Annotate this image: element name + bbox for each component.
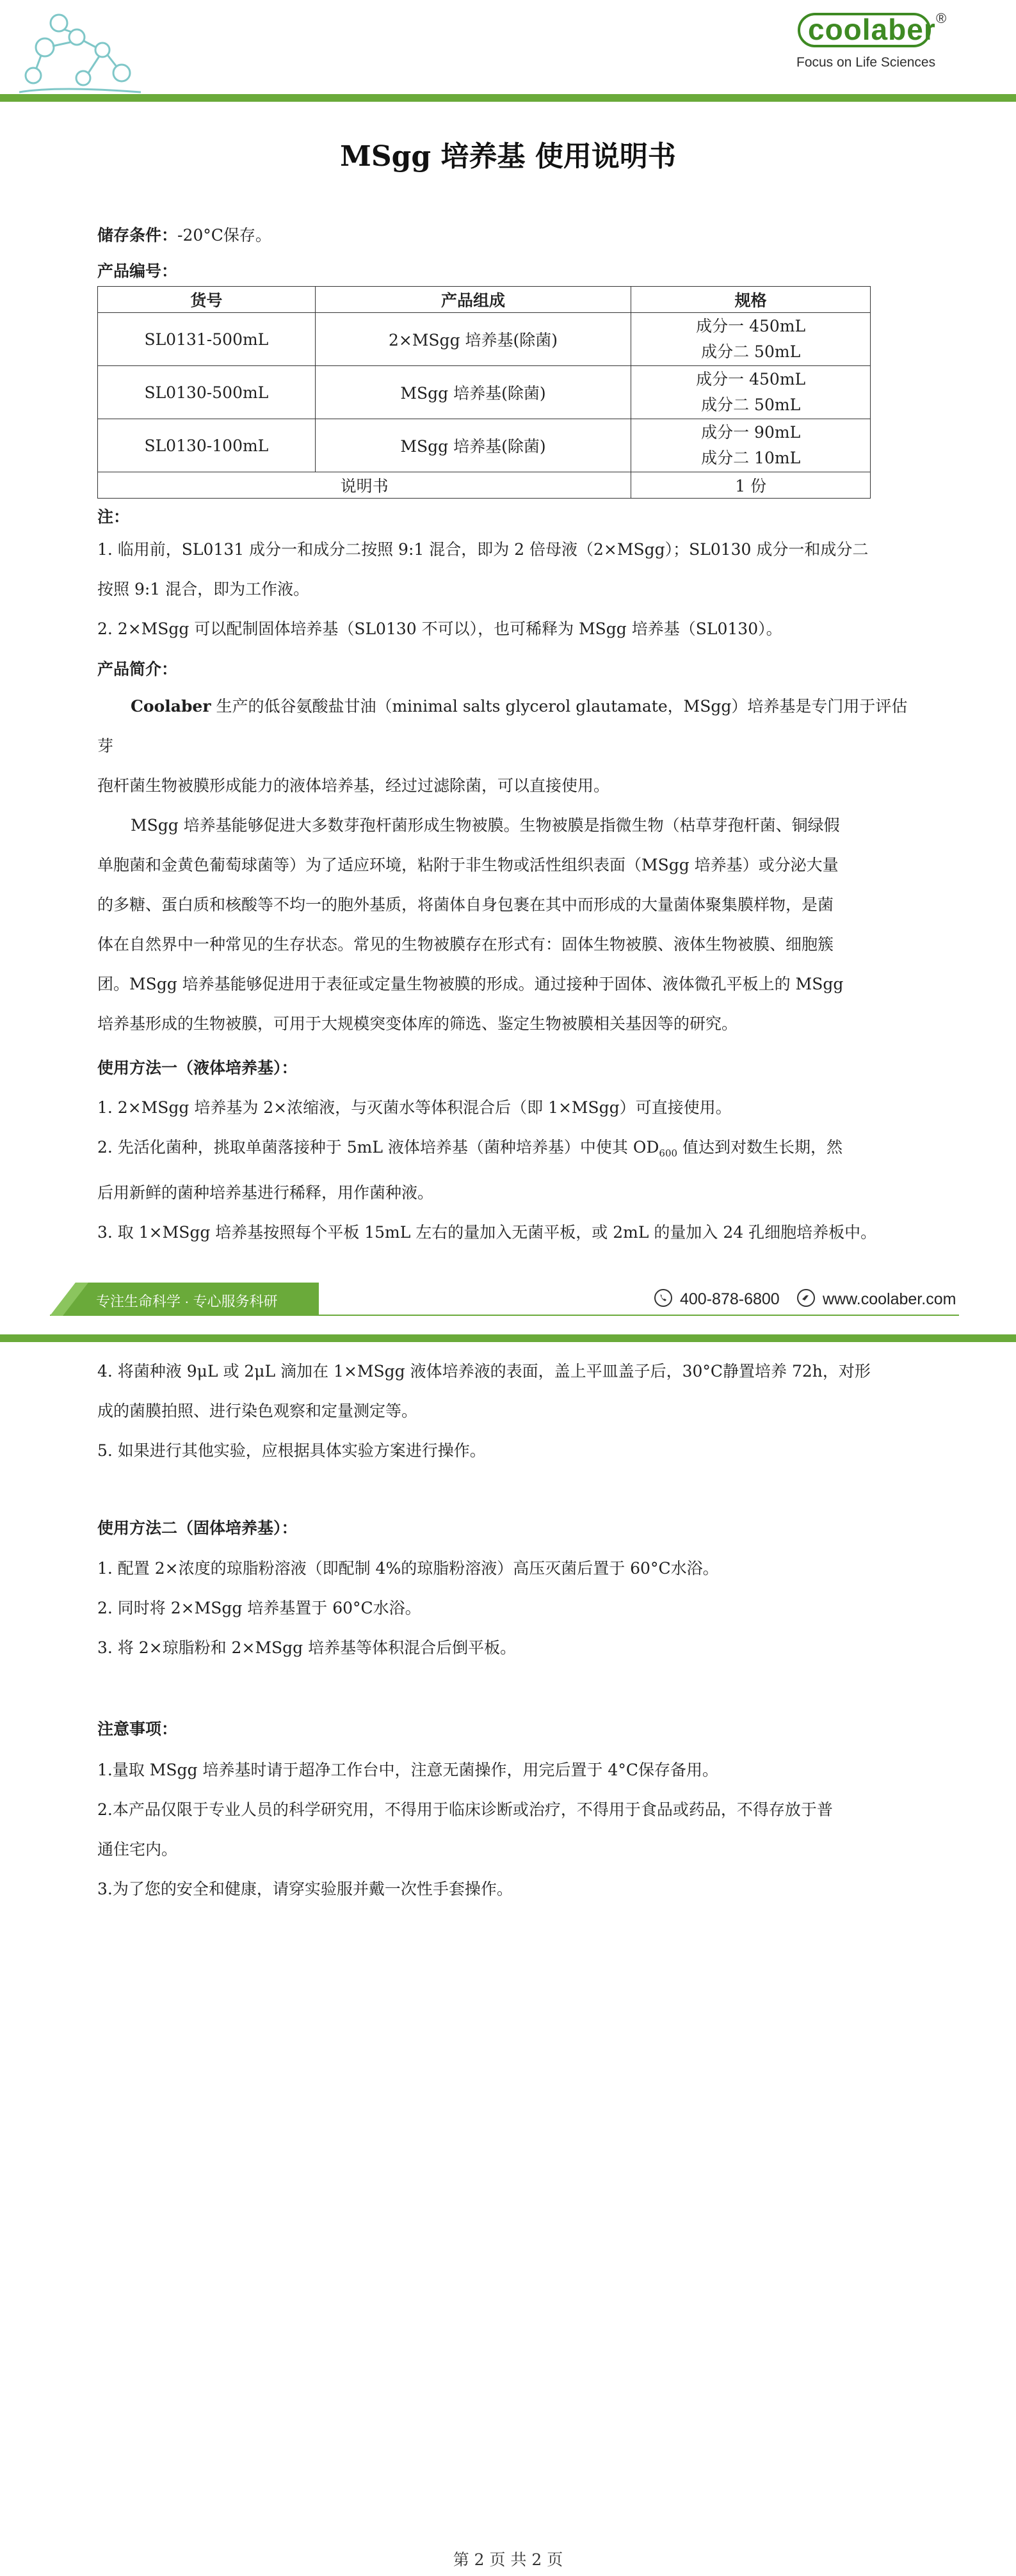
intro-paragraph-line: 团。MSgg 培养基能够促进用于表征或定量生物被膜的形成。通过接种于固体、液体微孔平板上的 MSgg [97,975,844,993]
intro-paragraph-line: 培养基形成的生物被膜，可用于大规模突变体库的筛选、鉴定生物被膜相关基因等的研究。 [97,1014,738,1033]
spec-table [97,286,871,499]
spec-line: 成分一 450mL [696,317,806,335]
method2-step: 2. 同时将 2×MSgg 培养基置于 60°C水浴。 [97,1599,421,1617]
table-row [98,419,871,472]
table-header: 规格 [631,287,871,313]
table-cell-spec [631,313,871,366]
method1-step [97,1128,923,1173]
logo-tagline: Focus on Life Sciences [796,55,936,70]
spec-line: 成分二 10mL [701,449,801,467]
spec-line: 成分一 450mL [696,370,806,388]
table-cell-composition: MSgg 培养基(除菌) [315,366,631,419]
od-subscript: 600 [659,1148,678,1159]
table-cell-spec [631,419,871,472]
intro-text [97,687,923,1044]
method1-step: 3. 取 1×MSgg 培养基按照每个平板 15mL 左右的量加入无菌平板，或 2mL 的量加入 24 孔细胞培养板中。 [97,1223,877,1242]
storage-label: 储存条件： [97,226,178,244]
footer-phone: 400-878-6800 [680,1290,780,1308]
registered-mark: ® [936,10,947,26]
method1-step: 4. 将菌种液 9μL 或 2μL 滴加在 1×MSgg 液体培养液的表面，盖上平皿盖子后，30°C静置培养 72h，对形 [97,1362,871,1380]
header-bar [0,94,1016,102]
caution-item: 2.本产品仅限于专业人员的科学研究用，不得用于临床诊断或治疗，不得用于食品或药品，不得存放于普 [97,1800,833,1819]
method1-steps [97,1088,923,1252]
cautions-label: 注意事项： [97,1720,178,1738]
intro-paragraph-line [97,687,923,766]
caution-item: 通住宅内。 [97,1840,178,1859]
spec-line: 成分一 90mL [701,423,801,442]
intro-text-span: 生产的低谷氨酸盐甘油（minimal salts glycerol glautamate，MSgg）培养基是专门用于评估芽 [97,697,908,755]
method2-label: 使用方法二（固体培养基）： [97,1519,298,1537]
method2-step: 1. 配置 2×浓度的琼脂粉溶液（即配制 4%的琼脂粉溶液）高压灭菌后置于 60°C水浴。 [97,1559,719,1578]
method1-step-text: 值达到对数生长期，然 [677,1138,843,1156]
table-cell-sku: SL0130-100mL [98,419,316,472]
table-cell-sku: SL0131-500mL [98,313,316,366]
method1-steps-continued [97,1352,923,1471]
intro-paragraph-line: 单胞菌和金黄色葡萄球菌等）为了适应环境，粘附于非生物或活性组织表面（MSgg 培养基）或分泌大量 [97,856,839,874]
phone-icon [654,1289,672,1309]
storage-line [97,225,271,246]
brand-name: Coolaber [131,697,211,716]
table-row [98,472,871,499]
logo-text: coolaber [808,13,936,46]
caution-item: 1.量取 MSgg 培养基时请于超净工作台中，注意无菌操作，用完后置于 4°C保存备用。 [97,1761,718,1779]
note-item: 1. 临用前，SL0131 成分一和成分二按照 9:1 混合，即为 2 倍母液（2×MSgg）；SL0130 成分一和成分二 [97,540,869,559]
table-row [98,366,871,419]
spec-line: 成分二 50mL [701,342,801,361]
page-title: MSgg 培养基 使用说明书 [340,140,676,173]
spec-line: 成分二 50mL [701,396,801,414]
method2-steps [97,1549,923,1668]
table-cell-spec [631,366,871,419]
page-number: 第 2 页 共 2 页 [453,2550,563,2569]
footer-slogan: 专注生命科学 · 专心服务科研 [96,1293,278,1309]
caution-item: 3.为了您的安全和健康，请穿实验服并戴一次性手套操作。 [97,1880,513,1898]
method1-step: 成的菌膜拍照、进行染色观察和定量测定等。 [97,1402,418,1420]
note-item: 2. 2×MSgg 可以配制固体培养基（SL0130 不可以），也可稀释为 MSgg 培养基（SL0130）。 [97,620,782,638]
cautions-list [97,1750,923,1909]
note-item: 按照 9:1 混合，即为工作液。 [97,580,310,598]
table-header: 货号 [98,287,316,313]
intro-paragraph-line: MSgg 培养基能够促进大多数芽孢杆菌形成生物被膜。生物被膜是指微生物（枯草芽孢杆菌、铜绿假 [131,816,840,835]
brand-logo [794,10,947,70]
method1-label: 使用方法一（液体培养基）： [97,1059,298,1077]
intro-paragraph-line: 孢杆菌生物被膜形成能力的液体培养基，经过过滤除菌，可以直接使用。 [97,776,610,795]
table-cell-composition: 2×MSgg 培养基(除菌) [315,313,631,366]
intro-paragraph-line: 的多糖、蛋白质和核酸等不均一的胞外基质，将菌体自身包裹在其中而形成的大量菌体聚集膜样物，是菌 [97,895,834,914]
table-row [98,313,871,366]
table-cell-sku: SL0130-500mL [98,366,316,419]
table-cell-qty: 1 份 [631,472,871,499]
notes-list [97,530,923,649]
page-divider-bar [0,1334,1016,1342]
table-header: 产品组成 [315,287,631,313]
table-header-row [98,287,871,313]
method1-step: 5. 如果进行其他实验，应根据具体实验方案进行操作。 [97,1441,486,1460]
intro-label: 产品简介： [97,660,178,678]
molecule-decoration-icon [19,9,141,93]
product-code-label: 产品编号： [97,262,178,280]
table-cell-composition: MSgg 培养基(除菌) [315,419,631,472]
storage-value: -20°C保存。 [177,226,271,244]
method2-step: 3. 将 2×琼脂粉和 2×MSgg 培养基等体积混合后倒平板。 [97,1638,517,1657]
table-cell-manual: 说明书 [98,472,631,499]
notes-label: 注： [97,508,130,526]
globe-icon [797,1289,815,1309]
method1-step-text: 2. 先活化菌种，挑取单菌落接种于 5mL 液体培养基（菌种培养基）中使其 OD [97,1138,659,1156]
method1-step: 1. 2×MSgg 培养基为 2×浓缩液，与灭菌水等体积混合后（即 1×MSgg）可直接使用。 [97,1098,732,1117]
intro-paragraph-line: 体在自然界中一种常见的生存状态。常见的生物被膜存在形式有：固体生物被膜、液体生物被膜、细胞簇 [97,935,834,954]
footer-website: www.coolaber.com [823,1290,956,1308]
method1-step: 后用新鲜的菌种培养基进行稀释，用作菌种液。 [97,1183,434,1202]
